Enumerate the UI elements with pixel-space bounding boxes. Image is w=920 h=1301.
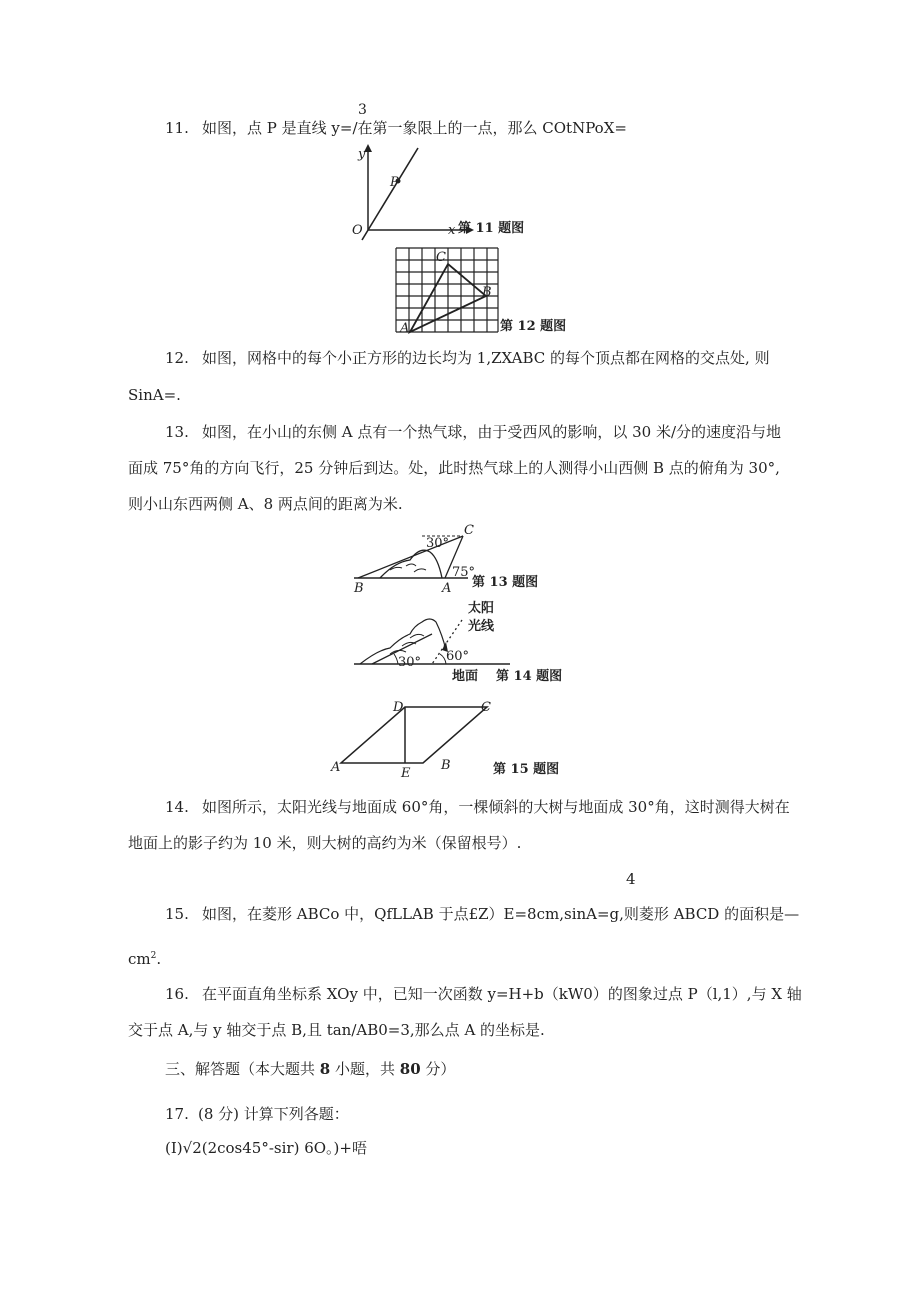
q17-sub1: (I)√2(2cos45°-sir) 6O。)+唔 <box>165 1139 367 1157</box>
fig14-sun-line2: 光线 <box>468 619 495 634</box>
q12-line2: SinA=. <box>128 386 181 404</box>
q11-superscript: 3 <box>358 102 367 118</box>
section3-mid: 小题，共 <box>330 1060 400 1078</box>
fig12-a-label: A <box>400 321 410 336</box>
fig15-c-label: C <box>481 700 491 715</box>
fig11-p-label: P <box>390 175 399 190</box>
fig13-a-label: A <box>442 581 452 596</box>
q13-line1: 如图，在小山的东侧 A 点有一个热气球，由于受西风的影响，以 30 米/分的速度沿与地 <box>202 423 782 441</box>
fig13-angle75-label: 75° <box>452 565 476 580</box>
q16-line1: 在平面直角坐标系 XOy 中，已知一次函数 y=H+b（kW0）的图象过点 P（l,1）,与 X 轴 <box>202 985 802 1003</box>
q12-number: 12. <box>165 349 189 367</box>
section3-heading <box>165 1059 455 1079</box>
fig12-b-label: B <box>482 285 492 300</box>
q15-unit: cm <box>128 950 151 968</box>
q15-unit-exponent: 2 <box>150 951 157 961</box>
figure-14 <box>350 598 580 690</box>
q14-line1: 如图所示，太阳光线与地面成 60°角，一棵倾斜的大树与地面成 30°角，这时测得大树在 <box>202 798 790 816</box>
figure-15 <box>325 695 575 780</box>
q13-number: 13. <box>165 423 189 441</box>
q15-line2 <box>128 946 161 969</box>
q15-superscript: 4 <box>626 870 636 888</box>
q11-text: 如图，点 P 是直线 y=/在第一象限上的一点，那么 COtNPoX= <box>202 119 627 137</box>
fig13-caption: 第 13 题图 <box>472 575 539 590</box>
fig15-a-label: A <box>331 760 341 775</box>
q14-line2: 地面上的影子约为 10 米，则大树的高约为米（保留根号）. <box>128 834 522 852</box>
fig15-caption: 第 15 题图 <box>493 762 560 777</box>
q13-line2: 面成 75°角的方向飞行，25 分钟后到达。处，此时热气球上的人测得小山西侧 B 点的俯角为 30°, <box>128 459 780 477</box>
figure-11 <box>346 142 536 242</box>
fig13-c-label: C <box>464 523 474 538</box>
section3-count: 8 <box>319 1060 331 1078</box>
q11-number: 11. <box>165 119 189 137</box>
fig11-y-label: y <box>358 147 366 162</box>
fig14-angle60-label: 60° <box>446 649 470 664</box>
fig14-sun-line1: 太阳 <box>468 601 495 616</box>
figure-12 <box>390 244 590 336</box>
figure-13 <box>350 520 560 595</box>
fig14-angle30-label: 30° <box>398 655 422 670</box>
q15-line1: 如图，在菱形 ABCo 中，QfLLAB 于点£Z）E=8cm,sinA=g,则菱形 ABCD 的面积是— <box>202 905 800 923</box>
section3-points: 80 <box>399 1060 421 1078</box>
fig15-e-label: E <box>401 766 411 781</box>
q13-line3: 则小山东西两侧 A、8 两点间的距离为米. <box>128 495 403 513</box>
q16-number: 16. <box>165 985 189 1003</box>
fig11-x-label: x <box>448 223 456 238</box>
fig11-caption: 第 11 题图 <box>458 221 525 236</box>
fig14-caption: 第 14 题图 <box>496 669 563 684</box>
fig15-d-label: D <box>393 700 404 715</box>
q17-text: (8 分) 计算下列各题： <box>198 1105 349 1123</box>
q15-number: 15. <box>165 905 189 923</box>
q16-line2: 交于点 A,与 y 轴交于点 B,且 tan∕AB0=3,那么点 A 的坐标是. <box>128 1021 545 1039</box>
fig12-c-label: C <box>436 250 446 265</box>
section3-post: 分） <box>420 1060 456 1078</box>
fig11-origin-label: O <box>352 223 363 238</box>
fig13-b-label: B <box>354 581 364 596</box>
fig15-b-label: B <box>441 758 451 773</box>
q12-line1: 如图，网格中的每个小正方形的边长均为 1,ZXABC 的每个顶点都在网格的交点处, 则 <box>202 349 770 367</box>
q14-number: 14. <box>165 798 189 816</box>
fig13-angle30-label: 30° <box>426 536 450 551</box>
q17-number: 17. <box>165 1105 189 1123</box>
q15-end: . <box>156 950 162 968</box>
section3-pre: 三、解答题（本大题共 <box>165 1060 320 1078</box>
fig12-caption: 第 12 题图 <box>500 319 567 334</box>
fig14-ground-label: 地面 <box>452 669 479 684</box>
